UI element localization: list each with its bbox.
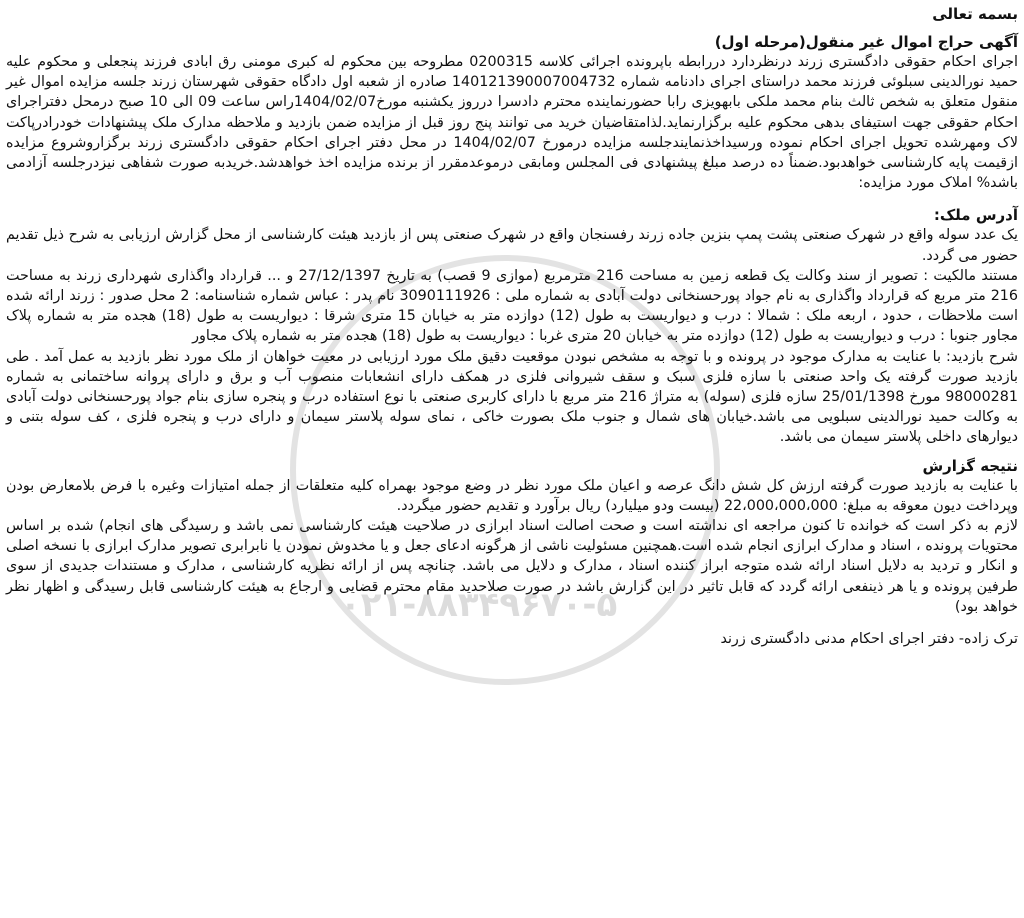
basmala: بسمه تعالی (932, 5, 1018, 23)
notice-title: آگهی حراج اموال غیر منقول(مرحله اول) (714, 33, 1018, 51)
watermark-phone: ۰۲۱-۸۸۳۴۹۶۷۰-۵ (340, 585, 618, 625)
intro-paragraph: اجرای احکام حقوقی دادگستری زرند درنظردارد دررابطه باپرونده اجرائی کلاسه 0200315 مطروحه بین محکوم له کبری مومنی رق ابادی فرزند پنجعلی و محکوم علیه حمید نورالدینی سبلوئی فرزند محمد دراستای اجرای دادنامه شماره 140121390007004732 صادره از شعبه اول دادگاه حقوقی شهرستان زرند جلسه مزایده اموال غیر منقول متعلق به شخص ثالث بنام محمد ملکی بابهویزی رابا حضورنماینده محترم دادسرا درروز یکشنبه مورخ1404/02/07راس ساعت 09 الی 10 صبح درمحل دفتراجرای احکام حقوقی جهت استیفای بدهی محکوم علیه برگزارنماید.لذامتقاضیان خرید می توانند پنج روز قبل از مزایده ضمن بازدید و ملاحظه مدارک ملک پیشنهادات خودرادرپاکت لاک ومهرشده تحویل اجرای احکام نموده ورسیداخذنمایندجلسه مزایده درمورخ 1404/02/07 در محل دفتر اجرای احکام حقوقی دادگستری زرند برگزاروشروع مزایده ازقیمت پایه کارشناسی خواهدبود.ضمناً ده درصد مبلغ پیشنهادی فی المجلس ومابقی درموعدمقرر از برنده مزایده اخذ خواهدشد.خریدبه صورت شفاهی نیزدرجلسه آزادمی باشد% املاک مورد مزایده: (6, 54, 1019, 192)
signature: ترک زاده- دفتر اجرای احکام مدنی دادگستری زرند (720, 631, 1018, 648)
disclaimer-paragraph: لازم به ذکر است که خوانده تا کنون مراجعه ای نداشته است و صحت اصالت اسناد ابرازی در صلاحیت هیئت کارشناسی نمی باشد و رسیدگی های انجام) شده بر اساس محتویات پرونده ، اسناد و مدارک ابرازی انجام شده است.همچنین مسئولیت ناشی از هرگونه ادعای جعل و یا مخدوش نمودن یا نابرابری تصویر مدارک ابرازی با نسخه اصلی و انکار و تردید به دلایل اسناد ارائه شده متوجه ابراز کننده اسناد ، مدارک و دلایل می باشد. چنانچه پس از ارائه نظریه کارشناسی ، مدارک و مستندات جدیدی از سوی طرفین پرونده و یا هر ذینفعی ارائه گردد که قابل تاثیر در این گزارش باشد در صورت صلاحدید مقام محترم قضایی و ارجاع به هیئت کارشناسی قابل رسیدگی و اظهار نظر خواهد بود) (6, 518, 1018, 615)
result-heading: نتیجه گزارش (922, 456, 1018, 475)
ownership-paragraph: مستند مالکیت : تصویر از سند وکالت یک قطعه زمین به مساحت 216 مترمربع (موازی 9 قصب) به تاریخ 27/12/1397 و ... قرارداد واگذاری شهرداری زرند به مساحت 216 متر مربع که قرارداد واگذاری به نام جواد پورحسنخانی دولت آبادی به شماره ملی : 3090111926 نام پدر : عباس شماره شناسنامه: 2 محل صدور : زرند ارائه شده است ملاحظات ، حدود ، اربعه ملک : شمالا : درب و دیواریست به طول (12) دوازده متر به خیابان 15 متری شرقا : دیواریست به طول (18) هجده متر به شماره پلاک مجاور جنوبا : درب و دیواریست به طول (12) دوازده متر به خیابان 20 متری غربا : دیواریست به طول (18) هجده متر به شماره پلاک مجاور (6, 267, 1018, 345)
address-paragraph: یک عدد سوله واقع در شهرک صنعتی پشت پمپ بنزین جاده زرند رفسنجان واقع در شهرک صنعتی پس از بازدید هیئت کارشناسی از محل گزارش ارزیابی به شرح ذیل تقدیم حضور می گردد. (6, 227, 1018, 264)
inspection-paragraph: شرح بازدید: با عنایت به مدارک موجود در پرونده و با توجه به مشخص نبودن موقعیت دقیق ملک مورد ارزیابی در معیت خواهان از ملک مورد نظر بازدید به عمل آمد . طی بازدید صورت گرفته یک واحد صنعتی با سازه فلزی سبک و سقف شیروانی فلزی در همکف دارای انشعابات منصوب آب و برق و دارای پروانه ساختمانی به شماره 98000281 مورخ 25/01/1398 سازه فلزی (سوله) به متراژ 216 متر مربع با دارای کاربری صنعتی با نوع استفاده درب و پنجره سازی بنام جواد پورحسنخانی دولت آبادی به وکالت حمید نورالدینی سبلویی می باشد.خیابان های شمال و جنوب ملک بصورت خاکی ، نمای سوله پلاستر سیمان و دارای درب و پنجره فلزی ، کف سوله بتنی و دیوارهای داخلی پلاستر سیمان می باشد. (6, 348, 1018, 446)
address-heading: آدرس ملک: (933, 206, 1018, 225)
result-paragraph: با عنایت به بازدید صورت گرفته ارزش کل شش دانگ عرصه و اعیان ملک مورد نظر در وضع موجود بهمراه کلیه متعلقات از جمله امتیازات وغیره با فرض بلامعارض بودن وپرداخت دیون معوقه به مبلغ: 22،000،000،000 (بیست ودو میلیارد) ریال برآورد و تقدیم حضور میگردد. (6, 477, 1018, 514)
